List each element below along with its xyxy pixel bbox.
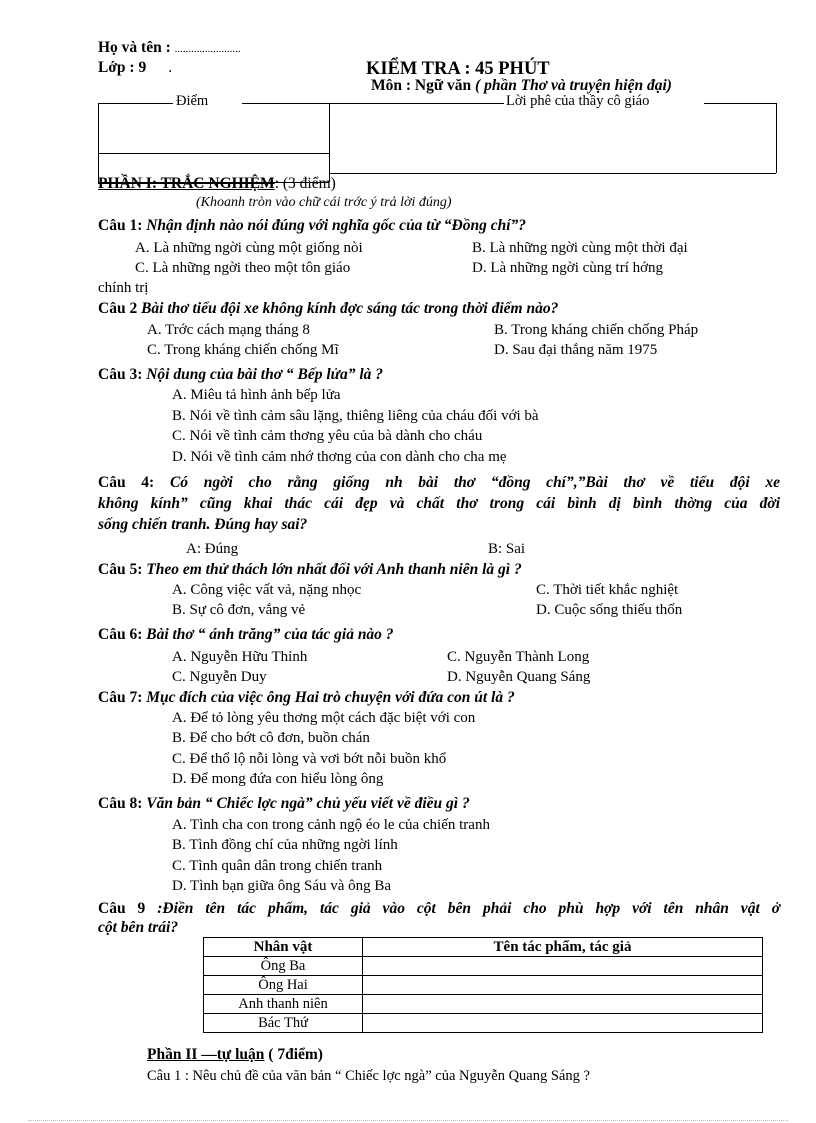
q7-option-a[interactable]: A. Để tỏ lòng yêu thơng một cách đặc biệt với con [172, 710, 476, 726]
q1-option-d[interactable]: D. Là những ngời cùng trí hớng [472, 260, 664, 276]
q6-option-c[interactable]: C. Nguyễn Thành Long [447, 649, 590, 665]
exam-title: KIỂM TRA : 45 PHÚT [366, 59, 550, 79]
question-2: Câu 2 Bài thơ tiểu đội xe không kính đợc sáng tác trong thời điểm nào? [98, 300, 559, 317]
q2-option-c[interactable]: C. Trong kháng chiến chống Mĩ [147, 342, 339, 358]
answer-cell[interactable] [363, 976, 763, 995]
part1-instruction: (Khoanh tròn vào chữ cái trớc ý trả lời đúng) [196, 195, 452, 210]
q2-option-d[interactable]: D. Sau đại thắng năm 1975 [494, 342, 658, 358]
q1-option-b[interactable]: B. Là những ngời cùng một thời đại [472, 240, 688, 256]
question-6: Câu 6: Bài thơ “ ánh trăng” của tác giả nào ? [98, 626, 394, 643]
name-label: Họ và tên : ........................ [98, 39, 241, 56]
part2-heading: Phần II —tự luận ( 7điểm) [147, 1046, 323, 1063]
question-9: Câu 9 :Điền tên tác phẩm, tác giả vào cột bên phải cho phù hợp với tên nhân vật ở cột bên trái? [98, 900, 781, 936]
q5-option-b[interactable]: B. Sự cô đơn, vắng vẻ [172, 602, 306, 618]
q7-option-c[interactable]: C. Để thổ lộ nỗi lòng và vơi bớt nỗi buồn khổ [172, 751, 447, 767]
question-4: Câu 4: Có ngời cho rằng giống nh bài thơ “đồng chí”,”Bài thơ về tiểu đội xe không kính” cũng khai thác cái đẹp và chất thơ trong cái bình dị bình thờng của đời sống chiến tranh. Đúng hay sai? [98, 474, 781, 533]
q5-option-a[interactable]: A. Công việc vất vả, nặng nhọc [172, 582, 362, 598]
question-5: Câu 5: Theo em thử thách lớn nhất đối với Anh thanh niên là gì ? [98, 561, 522, 578]
table-row [204, 957, 763, 976]
character-name: Bác Thứ [204, 1014, 363, 1033]
q5-option-d[interactable]: D. Cuộc sống thiếu thốn [536, 602, 683, 618]
q4-option-b[interactable]: B: Sai [488, 541, 526, 557]
table-row [204, 995, 763, 1014]
table-row [204, 1014, 763, 1033]
part1-heading: PHẦN I: TRẮC NGHIỆM: (3 điểm) [98, 175, 336, 192]
q1-option-a[interactable]: A. Là những ngời cùng một giống nòi [135, 240, 363, 256]
q5-option-c[interactable]: C. Thời tiết khắc nghiệt [536, 582, 679, 598]
q7-option-d[interactable]: D. Để mong đứa con hiểu lòng ông [172, 771, 384, 787]
q2-option-a[interactable]: A. Trớc cách mạng tháng 8 [147, 322, 310, 338]
question-1: Câu 1: Nhận định nào nói đúng với nghĩa gốc của từ “Đồng chí”? [98, 217, 527, 234]
character-name: Ông Ba [204, 957, 363, 976]
q8-option-b[interactable]: B. Tình đồng chí của những ngời lính [172, 837, 398, 853]
score-label: Điểm [176, 93, 209, 109]
part2-question-1: Câu 1 : Nêu chủ đề của văn bản “ Chiếc lợc ngà” của Nguyễn Quang Sáng ? [147, 1068, 590, 1084]
q2-option-b[interactable]: B. Trong kháng chiến chống Pháp [494, 322, 699, 338]
name-dots: ........................ [174, 43, 241, 55]
q3-option-c[interactable]: C. Nói về tình cảm thơng yêu của bà dành cho cháu [172, 428, 483, 444]
q6-option-d[interactable]: D. Nguyễn Quang Sáng [447, 669, 591, 685]
col-header-character: Nhân vật [204, 938, 363, 957]
q3-option-a[interactable]: A. Miêu tả hình ảnh bếp lửa [172, 387, 341, 403]
q7-option-b[interactable]: B. Để cho bớt cô đơn, buồn chán [172, 730, 370, 746]
q6-option-b[interactable]: C. Nguyễn Duy [172, 669, 267, 685]
q3-option-b[interactable]: B. Nói về tình cảm sâu lặng, thiêng liêng của cháu đối với bà [172, 408, 539, 424]
col-header-work-author: Tên tác phẩm, tác giả [363, 938, 763, 957]
table-row [204, 976, 763, 995]
q1-option-d-continued: chính trị [98, 280, 149, 296]
question-7: Câu 7: Mục đích của việc ông Hai trò chuyện với đứa con út là ? [98, 689, 515, 706]
q4-option-a[interactable]: A: Đúng [186, 541, 239, 557]
q8-option-c[interactable]: C. Tình quân dân trong chiến tranh [172, 858, 383, 874]
page-bottom-divider [28, 1120, 788, 1121]
answer-cell[interactable] [363, 1014, 763, 1033]
answer-cell[interactable] [363, 957, 763, 976]
answer-cell[interactable] [363, 995, 763, 1014]
q8-option-d[interactable]: D. Tình bạn giữa ông Sáu và ông Ba [172, 878, 392, 894]
q8-option-a[interactable]: A. Tình cha con trong cảnh ngộ éo le của chiến tranh [172, 817, 490, 833]
comment-label: Lời phê của thầy cô giáo [506, 93, 650, 109]
question-8: Câu 8: Văn bản “ Chiếc lợc ngà” chủ yếu viết về điều gì ? [98, 795, 470, 812]
question-3: Câu 3: Nội dung của bài thơ “ Bếp lửa” là ? [98, 366, 384, 383]
subject-line: Môn : Ngữ văn ( phần Thơ và truyện hiện đại) [371, 77, 672, 94]
q3-option-d[interactable]: D. Nói về tình cảm nhớ thơng của con dành cho cha mẹ [172, 449, 507, 465]
character-name: Ông Hai [204, 976, 363, 995]
character-name: Anh thanh niên [204, 995, 363, 1014]
q6-option-a[interactable]: A. Nguyễn Hữu Thỉnh [172, 649, 308, 665]
class-label: Lớp : 9 . [98, 59, 173, 76]
character-table [203, 937, 763, 1033]
q1-option-c[interactable]: C. Là những ngời theo một tôn giáo [135, 260, 351, 276]
